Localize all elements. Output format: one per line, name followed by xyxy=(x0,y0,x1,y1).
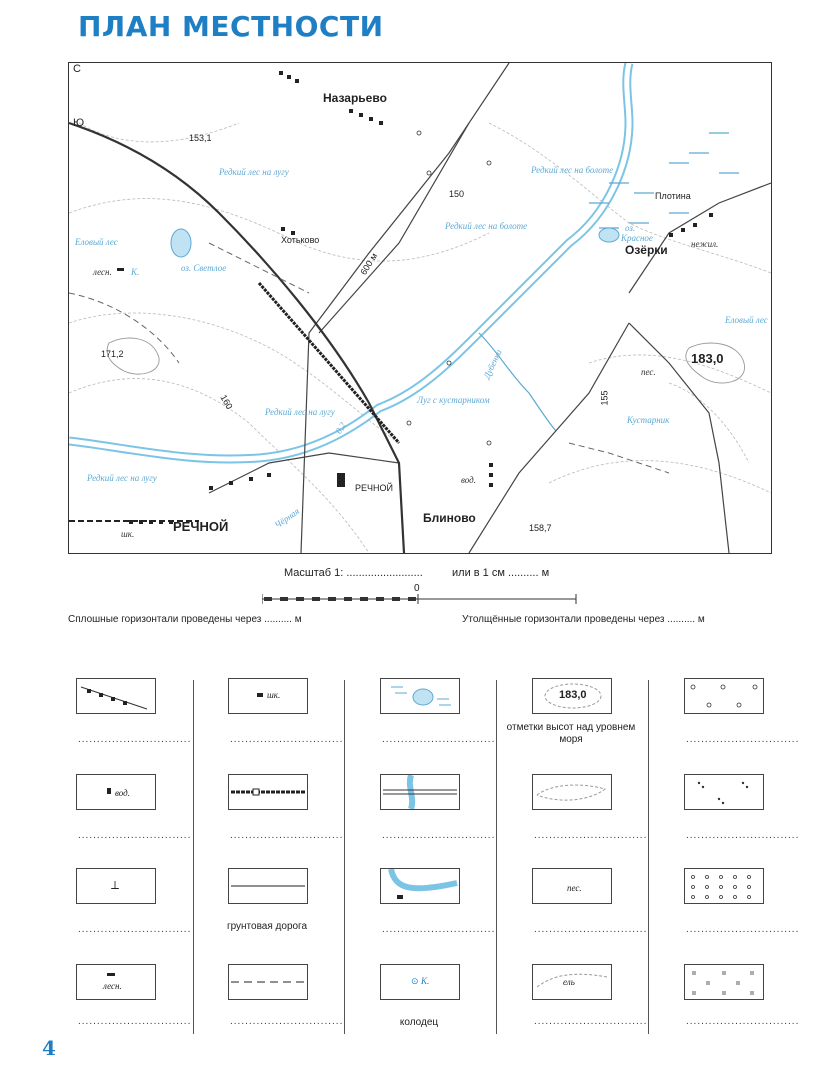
river-depth-label: 0,2 xyxy=(333,420,348,436)
veg-5: Редкий лес на лугу xyxy=(265,407,335,417)
answer-line: .............................. xyxy=(534,830,648,841)
village-nazarevo: Назарьево xyxy=(323,91,387,105)
tower-icon: ⟂ xyxy=(111,878,120,892)
answer-line: .............................. xyxy=(686,830,800,841)
answer-line: .............................. xyxy=(534,924,648,935)
legend-meadow xyxy=(684,964,764,1000)
legend-divider xyxy=(496,680,497,1034)
compass-south: Ю xyxy=(73,117,85,129)
dam-label: Плотина xyxy=(655,191,691,201)
answer-line: .............................. xyxy=(78,734,192,745)
legend-pes-text: пес. xyxy=(567,883,582,893)
legend-shk-text: шк. xyxy=(267,690,281,700)
legend-deciduous-forest xyxy=(684,678,764,714)
legend-path xyxy=(228,964,308,1000)
veg-1: Редкий лес на лугу xyxy=(219,167,289,177)
answer-line: .............................. xyxy=(78,924,192,935)
veg-2: Редкий лес на болоте xyxy=(531,165,614,175)
answer-line: .............................. xyxy=(686,734,800,745)
page-title: ПЛАН МЕСТНОСТИ xyxy=(78,10,384,43)
caption-well: колодец xyxy=(399,1017,439,1028)
station-rechnoy: РЕЧНОЙ xyxy=(355,483,393,493)
legend-school xyxy=(228,678,308,714)
map-drawing xyxy=(69,63,771,553)
legend-divider xyxy=(648,680,649,1034)
legend-dirt-road xyxy=(228,868,308,904)
legend-lesn-text: лесн. xyxy=(103,981,122,991)
lesn-label: лесн. xyxy=(93,267,112,277)
legend-elevation xyxy=(532,678,612,714)
legend-well xyxy=(380,964,460,1000)
well-label: К. xyxy=(131,267,140,277)
contour-155: 155 xyxy=(599,390,610,406)
legend-vod-text: вод. xyxy=(115,788,130,798)
stream-chernaya-label: Чёрная xyxy=(272,505,302,531)
lake-krasnoe-label-2: Красное xyxy=(621,233,653,243)
elevation-158: 158,7 xyxy=(529,523,552,533)
answer-line: .............................. xyxy=(78,830,192,841)
legend-village xyxy=(76,678,156,714)
thick-contours-note: Утолщённые горизонтали проведены через .......... м xyxy=(462,614,705,625)
terrain-map xyxy=(68,62,772,554)
caption-elevation: отметки высот над уровнем моря xyxy=(506,722,636,745)
legend-forestry xyxy=(76,964,156,1000)
veg-9: Еловый лес xyxy=(725,315,768,325)
nezhil-label: нежил. xyxy=(691,239,719,249)
legend-spruce xyxy=(532,964,612,1000)
veg-4: Еловый лес xyxy=(75,237,118,247)
legend-lake-swamp xyxy=(380,678,460,714)
village-rechnoy: РЕЧНОЙ xyxy=(173,519,229,534)
caption-dirt-road: грунтовая дорога xyxy=(226,921,308,932)
legend-contour xyxy=(532,774,612,810)
well-icon: ⊙ xyxy=(411,976,419,986)
veg-7: Луг с кустарником xyxy=(417,395,490,405)
legend-el-text: ель xyxy=(563,977,575,987)
answer-line: .............................. xyxy=(382,830,496,841)
village-khotkovo: Хотьково xyxy=(281,235,320,245)
veg-3: Редкий лес на болоте xyxy=(445,221,528,231)
scale-bar xyxy=(262,594,578,604)
legend-tower xyxy=(76,868,156,904)
legend-bridge xyxy=(380,774,460,810)
legend-orchard xyxy=(684,868,764,904)
answer-line: .............................. xyxy=(78,1016,192,1027)
legend-water-tower xyxy=(76,774,156,810)
scale-label: Масштаб 1: ......................... xyxy=(284,567,423,579)
water-tower-label: вод. xyxy=(461,475,476,485)
contour-160: 160 xyxy=(218,392,235,412)
legend-well-text: К. xyxy=(421,976,430,986)
compass-north: С xyxy=(73,63,81,75)
sand-label: пес. xyxy=(641,367,656,377)
answer-line: .............................. xyxy=(230,1016,344,1027)
page-number: 4 xyxy=(42,1036,56,1060)
answer-line: .............................. xyxy=(382,734,496,745)
answer-line: .............................. xyxy=(230,734,344,745)
contour-150: 150 xyxy=(449,189,465,199)
answer-line: .............................. xyxy=(230,830,344,841)
legend-sand xyxy=(532,868,612,904)
lake-krasnoe-label-1: оз. xyxy=(625,223,636,233)
veg-8: Кустарник xyxy=(627,415,670,425)
answer-line: .............................. xyxy=(686,924,800,935)
village-blinovo: Блиново xyxy=(423,511,476,525)
legend-river xyxy=(380,868,460,904)
river-dubenka-label: Дубенка xyxy=(481,347,504,381)
distance-label: 600 м xyxy=(358,251,380,277)
scale-cm-label: или в 1 см .......... м xyxy=(452,567,550,579)
legend-sparse-forest xyxy=(684,774,764,810)
lake-svetloe-label: оз. Светлое xyxy=(181,263,227,273)
scale-zero: 0 xyxy=(414,583,420,594)
village-ozerki: Озёрки xyxy=(625,243,668,257)
elevation-153: 153,1 xyxy=(189,133,212,143)
elevation-183: 183,0 xyxy=(691,351,724,366)
veg-6: Редкий лес на лугу xyxy=(87,473,157,483)
answer-line: .............................. xyxy=(382,924,496,935)
solid-contours-note: Сплошные горизонтали проведены через .......... м xyxy=(68,614,302,625)
legend-divider xyxy=(193,680,194,1034)
elevation-171: 171,2 xyxy=(101,349,124,359)
legend-railway xyxy=(228,774,308,810)
legend-divider xyxy=(344,680,345,1034)
legend-elevation-text: 183,0 xyxy=(559,689,587,701)
answer-line: .............................. xyxy=(686,1016,800,1027)
answer-line: .............................. xyxy=(534,1016,648,1027)
school-label: шк. xyxy=(121,529,135,539)
